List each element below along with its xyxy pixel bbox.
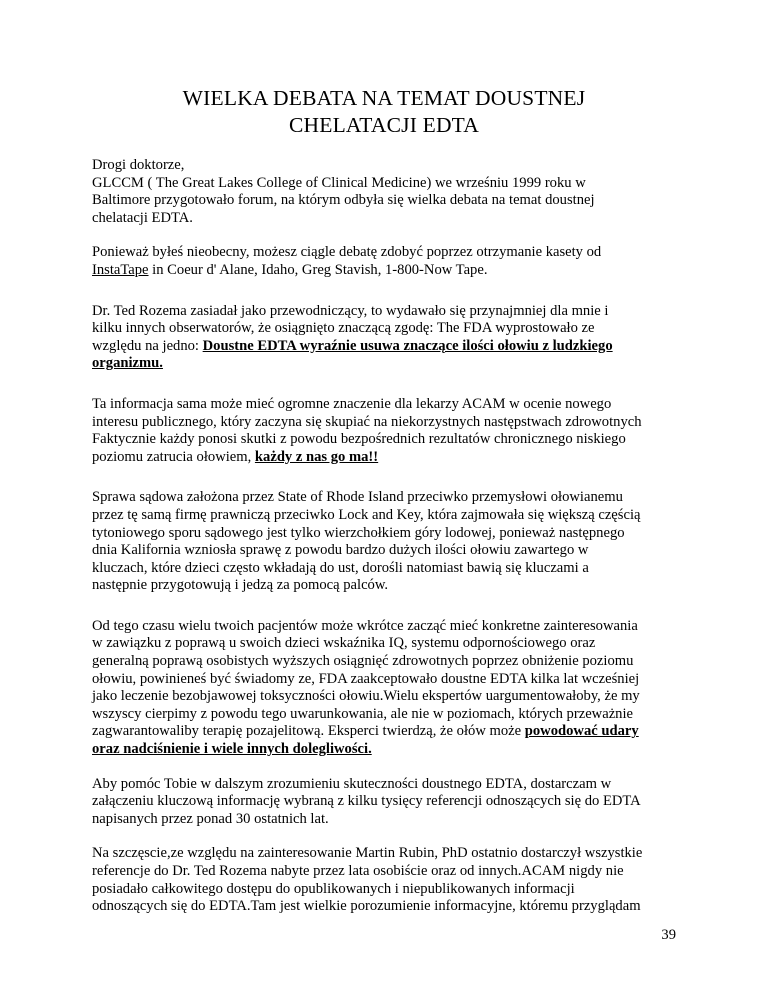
paragraph-patients <box>92 618 692 759</box>
text-line: jako leczenie bezobjawowej toksyczności ołowiu.Wielu ekspertów uargumentowałoby, że my <box>92 688 640 705</box>
title-line-2: CHELATACJI EDTA <box>288 113 480 137</box>
text-line: Ta informacja sama może mieć ogromne znaczenie dla lekarzy ACAM w ocenie nowego <box>92 395 612 412</box>
text-segment: zagwarantowaliby terapię pozajelitową. Eksperci twierdzą, że ołów może <box>92 723 525 740</box>
text-segment: in Coeur d' Alane, Idaho, Greg Stavish, 1-800-Now Tape. <box>148 261 488 278</box>
text-line: Sprawa sądowa założona przez State of Rhode Island przeciwko przemysłowi ołowianemu <box>92 489 623 506</box>
document-body <box>92 157 692 916</box>
text-line: odnoszących się do EDTA.Tam jest wielkie porozumienie informacyjne, któremu przyglądam <box>92 898 641 915</box>
text-line <box>92 338 692 356</box>
paragraph-rubin <box>92 845 692 915</box>
text-segment: względu na jedno: <box>92 337 203 354</box>
emphasis-text: powodować udary <box>524 723 639 740</box>
text-line: ołowiu, powinieneś być świadomy ze, FDA zaakceptowało doustne EDTA kilka lat wcześniej <box>92 670 640 687</box>
text-line: Aby pomóc Tobie w dalszym zrozumieniu skuteczności doustnego EDTA, dostarczam w <box>92 775 612 792</box>
paragraph-acam <box>92 396 692 466</box>
emphasis-text: Doustne EDTA wyraźnie usuwa znaczące ilości ołowiu z ludzkiego <box>202 337 613 354</box>
text-line: posiadało całkowitego dostępu do opublikowanych i niepublikowanych informacji <box>92 880 575 897</box>
title-line-1: WIELKA DEBATA NA TEMAT DOUSTNEJ <box>182 86 586 110</box>
text-line: referencje do Dr. Ted Rozema nabyte przez lata osobiście oraz od innych.ACAM nigdy nie <box>92 863 624 879</box>
text-line <box>92 449 692 467</box>
text-line: generalną poprawą osobistych wyższych osiągnięć zdrowotnych poprzez obniżenie poziomu <box>92 653 634 670</box>
text-line: następnie przygotowują i jedzą za pomocą palców. <box>92 577 389 594</box>
text-line: interesu publicznego, który zaczyna się skupiać na niekorzystnych następstwach zdrowotnych <box>92 413 642 430</box>
text-line: Ponieważ byłeś nieobecny, możesz ciągle debatę zdobyć poprzez otrzymanie kasety od <box>92 244 602 261</box>
paragraph-rozema <box>92 303 692 373</box>
text-line: Od tego czasu wielu twoich pacjentów może wkrótce zacząć mieć konkretne zainteresowania <box>92 617 638 634</box>
text-line: Na szczęscie,ze względu na zainteresowanie Martin Rubin, PhD ostatnio dostarczył wszystkie <box>92 845 643 862</box>
text-line: Drogi doktorze, <box>92 157 185 173</box>
text-line: przez tę samą firmę prawniczą przeciwko Lock and Key, która zajmowała się większą częścią <box>92 506 641 523</box>
instatape-link[interactable]: InstaTape <box>92 261 149 278</box>
text-line: załączeniu kluczową informację wybraną z kilku tysięcy referencji odnoszących się do EDTA <box>92 793 641 810</box>
paragraph-greeting <box>92 157 692 227</box>
text-line: wszyscy cierpimy z powodu tego uwarunkowania, ale nie w poziomach, których przeważnie <box>92 705 633 722</box>
emphasis-text: oraz nadciśnienie i wiele innych dolegliwości. <box>92 741 372 758</box>
text-line: dnia Kalifornia wzniosła sprawę z powodu bardzo dużych ilości ołowiu zawartego w <box>92 542 589 559</box>
page-title <box>100 85 668 139</box>
emphasis-text: organizmu. <box>92 355 163 372</box>
text-line: kluczach, które dzieci często wkładają do ust, dorośli natomiast bawią się kluczami a <box>92 559 589 576</box>
text-line: Baltimore przygotowało forum, na którym odbyła się wielka debata na temat doustnej <box>92 192 595 209</box>
text-line: chelatacji EDTA. <box>92 209 193 226</box>
paragraph-instatape <box>92 244 692 279</box>
text-line <box>92 262 692 280</box>
text-line: w zawiązku z poprawą u swoich dzieci wskaźnika IQ, systemu odpornościowego oraz <box>92 635 596 652</box>
paragraph-lawsuit <box>92 489 692 595</box>
page-number: 39 <box>661 927 676 943</box>
text-line <box>92 723 692 741</box>
text-line: Faktycznie każdy ponosi skutki z powodu bezpośrednich rezultatów chronicznego niskiego <box>92 431 626 448</box>
text-line: napisanych przez ponad 30 ostatnich lat. <box>92 810 329 827</box>
paragraph-references <box>92 776 692 829</box>
text-line: GLCCM ( The Great Lakes College of Clinical Medicine) we wrześniu 1999 roku w <box>92 174 586 191</box>
emphasis-text: każdy z nas go ma!! <box>254 448 379 465</box>
text-line: tytoniowego sporu sądowego jest tylko wierzchołkiem góry lodowej, ponieważ następnego <box>92 524 625 541</box>
text-line: Dr. Ted Rozema zasiadał jako przewodniczący, to wydawało się przynajmniej dla mnie i <box>92 302 609 319</box>
text-line: kilku innych obserwatorów, że osiągnięto znaczącą zgodę: The FDA wyprostowało ze <box>92 320 595 337</box>
text-segment: poziomu zatrucia ołowiem, <box>92 448 255 465</box>
